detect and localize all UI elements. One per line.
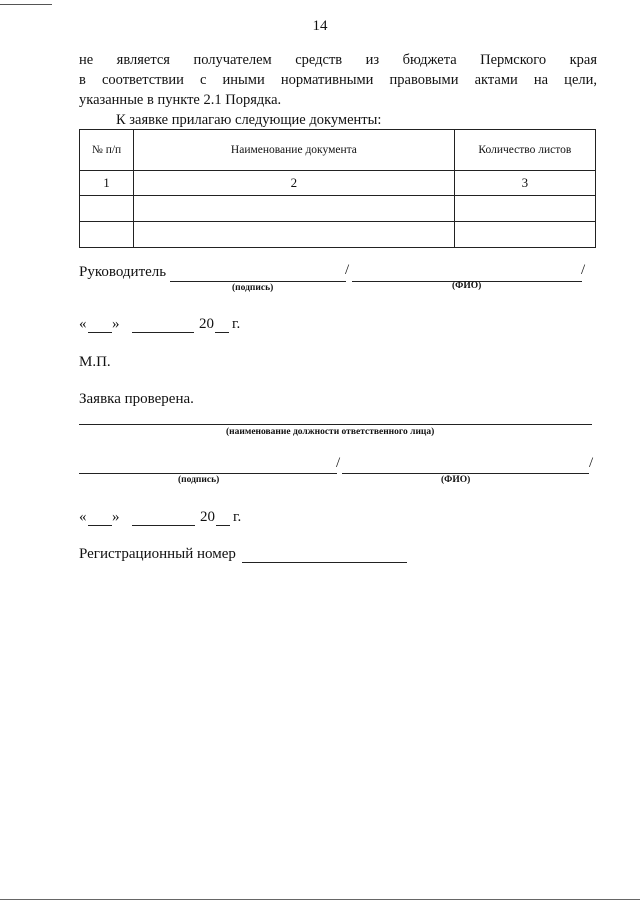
- date2-year-field[interactable]: [216, 525, 230, 526]
- checked-label: Заявка проверена.: [79, 391, 194, 407]
- official-signature-caption: (подпись): [178, 475, 220, 485]
- official-position-caption: (наименование должности ответственного лица): [226, 427, 435, 437]
- official-slash-2: /: [589, 455, 594, 471]
- table-row-empty: [80, 196, 596, 222]
- head-slash-2: /: [581, 262, 586, 278]
- head-signature-caption: (подпись): [232, 283, 274, 293]
- table-cell[interactable]: [454, 196, 595, 222]
- header-document-name-label: Наименование документа: [230, 143, 357, 156]
- date-year-suffix: г.: [232, 316, 241, 332]
- date-year-field[interactable]: [215, 332, 229, 333]
- date-month-field[interactable]: [132, 332, 194, 333]
- date2-day-field[interactable]: [88, 525, 112, 526]
- attachments-intro: К заявке прилагаю следующие документы:: [116, 112, 382, 128]
- page-bottom-edge: [0, 899, 640, 900]
- registration-label: Регистрационный номер: [79, 546, 236, 562]
- date-open-quote: «: [79, 316, 87, 332]
- table-row: [80, 171, 596, 196]
- table-row-empty: [80, 222, 596, 248]
- table-cell: 3: [454, 171, 595, 196]
- table-cell[interactable]: [134, 222, 455, 248]
- header-number-label: № п/п: [91, 143, 122, 156]
- header-sheet-count: [454, 130, 595, 171]
- paragraph-line-1: не является получателем средств из бюджета Пермского края: [79, 52, 597, 68]
- head-signature-line[interactable]: [170, 281, 346, 282]
- documents-table: [79, 129, 596, 248]
- page-number: 14: [312, 18, 328, 34]
- table-cell[interactable]: [454, 222, 595, 248]
- head-label: Руководитель: [79, 264, 167, 280]
- paragraph-line-3: указанные в пункте 2.1 Порядка.: [79, 92, 282, 108]
- table-header-row: [80, 130, 596, 171]
- date-day-field[interactable]: [88, 332, 112, 333]
- table-cell[interactable]: [134, 196, 455, 222]
- header-document-name: [134, 130, 455, 171]
- table-cell[interactable]: [80, 196, 134, 222]
- header-number: [80, 130, 134, 171]
- corner-mark: [0, 4, 52, 5]
- table-cell: 2: [134, 171, 455, 196]
- date-close-quote: »: [112, 316, 120, 332]
- stamp-label: М.П.: [79, 354, 111, 370]
- table-cell[interactable]: [80, 222, 134, 248]
- date2-close-quote: »: [112, 509, 120, 525]
- intro-paragraph: [79, 50, 597, 130]
- paragraph-line-2: в соответствии с иными нормативными правовыми актами на цели,: [79, 72, 597, 88]
- official-position-line[interactable]: [79, 424, 592, 425]
- official-signature-line[interactable]: [79, 473, 337, 474]
- date2-open-quote: «: [79, 509, 87, 525]
- date2-month-field[interactable]: [132, 525, 195, 526]
- date2-year-prefix: 20: [200, 509, 215, 525]
- official-name-caption: (ФИО): [441, 475, 471, 485]
- table-cell: 1: [80, 171, 134, 196]
- head-slash-1: /: [345, 262, 350, 278]
- head-name-caption: (ФИО): [452, 281, 482, 291]
- official-name-line[interactable]: [342, 473, 589, 474]
- header-sheet-count-label: Количество листов: [478, 143, 572, 156]
- registration-number-field[interactable]: [242, 562, 407, 563]
- date-year-prefix: 20: [199, 316, 214, 332]
- date2-year-suffix: г.: [233, 509, 242, 525]
- official-slash-1: /: [336, 455, 341, 471]
